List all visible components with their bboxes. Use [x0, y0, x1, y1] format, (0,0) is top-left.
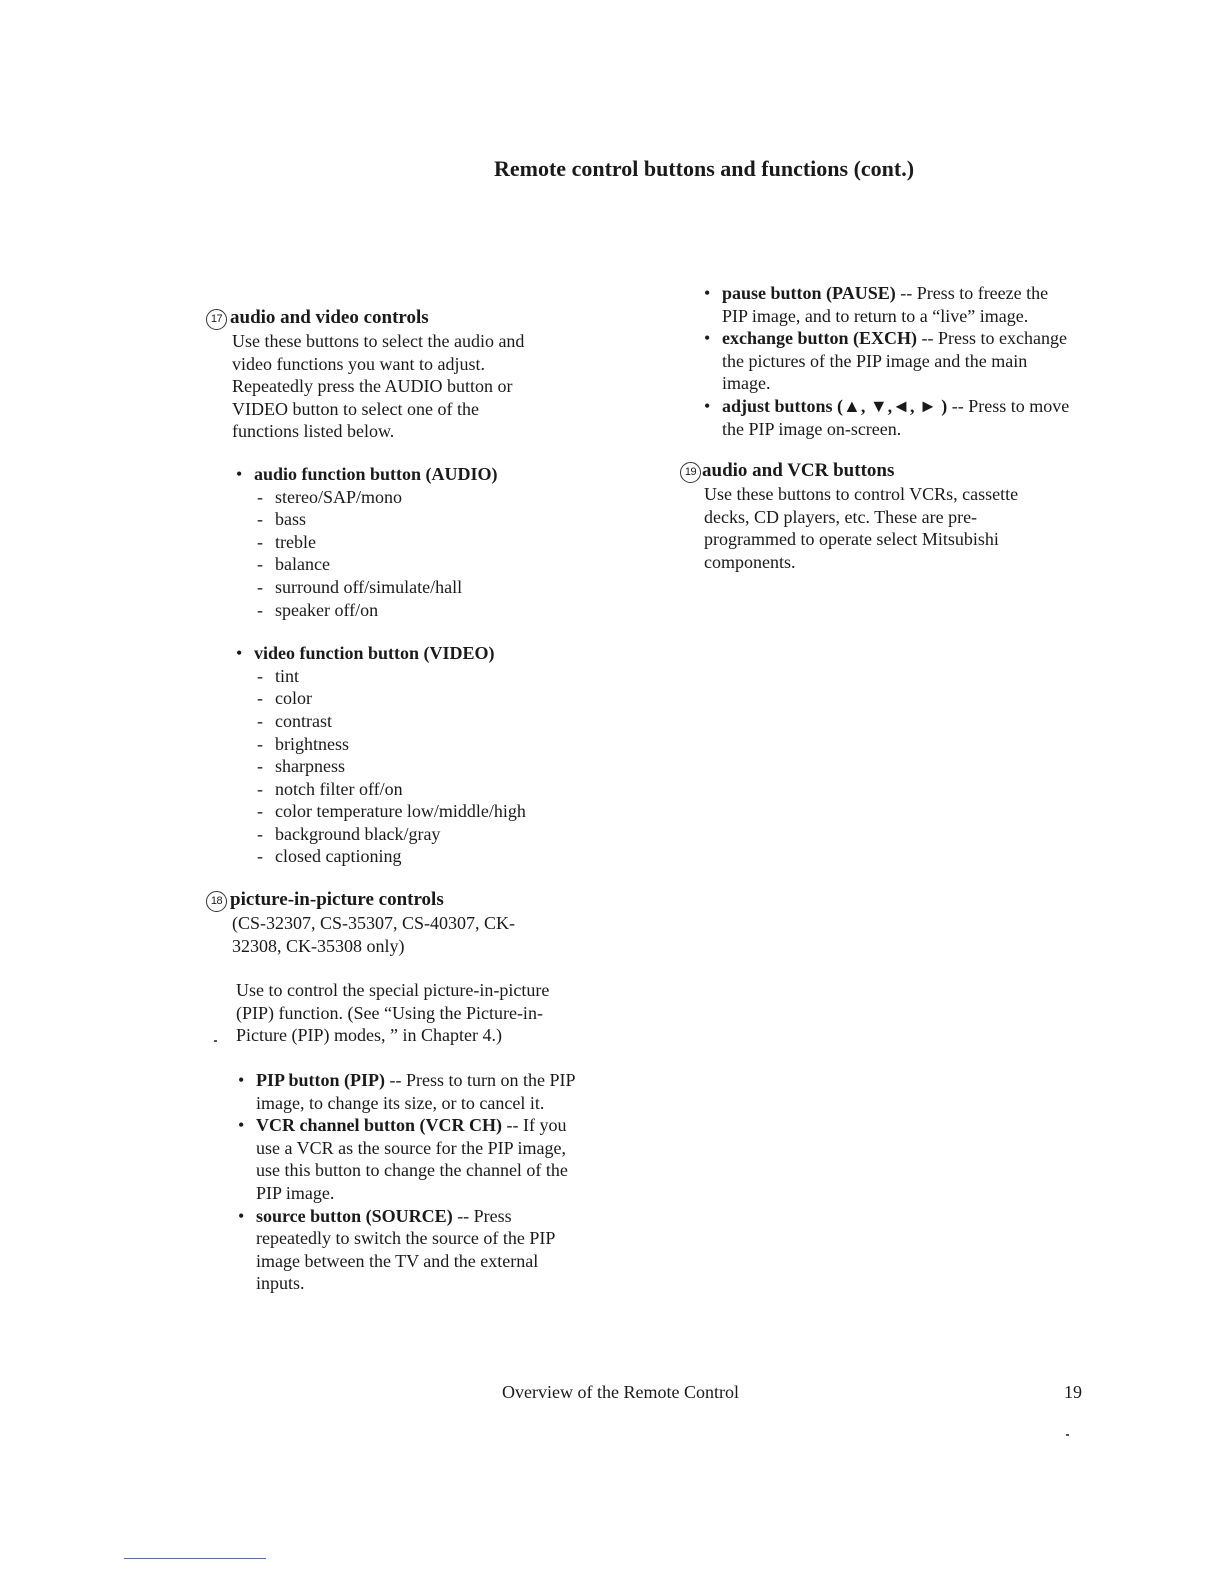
section-19 — [680, 460, 1080, 573]
body-line: Use to control the special picture-in-picture — [236, 980, 550, 1001]
list-item: - color — [257, 687, 626, 710]
body-line: decks, CD players, etc. These are pre- — [704, 506, 978, 527]
section-17-heading — [206, 307, 626, 330]
list-item: - notch filter off/on — [257, 778, 626, 801]
pip-bullets — [238, 1069, 588, 1295]
list-item: - speaker off/on — [257, 599, 626, 622]
section-18-models — [206, 912, 626, 957]
bullet-label: adjust buttons (▲, ▼,◄, ► ) — [722, 395, 948, 416]
video-function-group — [236, 642, 626, 868]
bullet-desc: -- Press repeatedly to switch the source of the PIP image between the TV and the external inputs. — [256, 1205, 555, 1294]
pip-bullets-continued — [704, 282, 1074, 440]
section-18 — [206, 889, 626, 1295]
section-18-heading — [206, 889, 626, 912]
section-18-body — [206, 979, 626, 1047]
body-line: Picture (PIP) modes, ” in Chapter 4.) — [236, 1025, 502, 1046]
body-line: Use these buttons to control VCRs, cassette — [704, 484, 1019, 505]
page-title: Remote control buttons and functions (cont.) — [494, 156, 915, 181]
body-line: VIDEO button to select one of the — [232, 398, 479, 419]
body-line: components. — [704, 551, 796, 572]
list-item: - background black/gray — [257, 823, 626, 846]
right-column — [680, 282, 1080, 574]
body-line: (CS-32307, CS-35307, CS-40307, CK- — [232, 913, 516, 934]
audio-function-item — [236, 463, 626, 621]
list-item: - color temperature low/middle/high — [257, 800, 626, 823]
body-line: 32308, CK-35308 only) — [232, 935, 405, 956]
section-17 — [206, 307, 626, 868]
scan-speck — [1066, 1434, 1069, 1436]
list-item: - brightness — [257, 733, 626, 756]
list-item: - treble — [257, 531, 626, 554]
body-line: programmed to operate select Mitsubishi — [704, 529, 999, 550]
body-line: (PIP) function. (See “Using the Picture-in- — [236, 1002, 543, 1023]
section-18-title: picture-in-picture controls — [230, 889, 444, 911]
section-19-body — [680, 483, 1080, 573]
section-17-body — [206, 330, 626, 443]
video-function-list — [254, 665, 626, 868]
scan-speck — [214, 1040, 217, 1042]
video-function-label: video function button (VIDEO) — [254, 643, 495, 664]
bullet-label: PIP button (PIP) — [256, 1070, 386, 1091]
section-17-title: audio and video controls — [230, 307, 429, 328]
bullet-label: pause button (PAUSE) — [722, 283, 896, 303]
circled-number-19: 19 — [680, 462, 701, 483]
video-function-item — [236, 642, 626, 868]
section-19-title: audio and VCR buttons — [702, 460, 895, 482]
circled-number-17: 17 — [206, 309, 227, 330]
bullet-desc: -- If you use a VCR as the source for the PIP image, use this button to change the channel of the PIP image. — [256, 1115, 568, 1203]
body-line: video functions you want to adjust. — [232, 353, 485, 374]
footnote-rule — [124, 1558, 266, 1559]
list-item: - bass — [257, 508, 626, 531]
bullet-desc: -- Press to exchange the pictures of the PIP image and the main image. — [722, 328, 1067, 394]
bullet-desc: -- Press to move the PIP image on-screen. — [722, 395, 1070, 439]
pip-bullet-pip — [238, 1069, 588, 1114]
bullet-label: exchange button (EXCH) — [722, 328, 918, 349]
section-19-heading — [680, 460, 1080, 483]
left-column — [206, 307, 626, 1295]
page-footer: Overview of the Remote Control — [502, 1382, 739, 1402]
audio-function-group — [236, 463, 626, 621]
bullet-desc: -- Press to freeze the PIP image, and to return to a “live” image. — [722, 283, 1049, 326]
list-item: - contrast — [257, 710, 626, 733]
bullet-label: VCR channel button (VCR CH) — [256, 1115, 503, 1136]
body-line: Use these buttons to select the audio and — [232, 331, 525, 351]
circled-number-18: 18 — [206, 891, 227, 912]
list-item: - tint — [257, 665, 626, 688]
list-item: - sharpness — [257, 755, 626, 778]
body-line: functions listed below. — [232, 421, 395, 442]
list-item: - surround off/simulate/hall — [257, 576, 626, 599]
list-item: - stereo/SAP/mono — [257, 486, 626, 509]
list-item: - closed captioning — [257, 845, 626, 868]
audio-function-label: audio function button (AUDIO) — [254, 463, 498, 484]
audio-function-list — [254, 486, 626, 622]
bullet-desc: -- Press to turn on the PIP image, to change its size, or to cancel it. — [256, 1070, 575, 1113]
pip-bullet-source — [238, 1205, 588, 1295]
list-item: - balance — [257, 553, 626, 576]
body-line: Repeatedly press the AUDIO button or — [232, 376, 513, 397]
pip-bullet-pause — [704, 282, 1074, 327]
pip-bullet-vcr-ch — [238, 1114, 588, 1204]
page-number: 19 — [1064, 1382, 1082, 1402]
pip-bullet-adjust — [704, 395, 1074, 440]
pip-bullet-exchange — [704, 327, 1074, 395]
bullet-label: source button (SOURCE) — [256, 1205, 453, 1226]
